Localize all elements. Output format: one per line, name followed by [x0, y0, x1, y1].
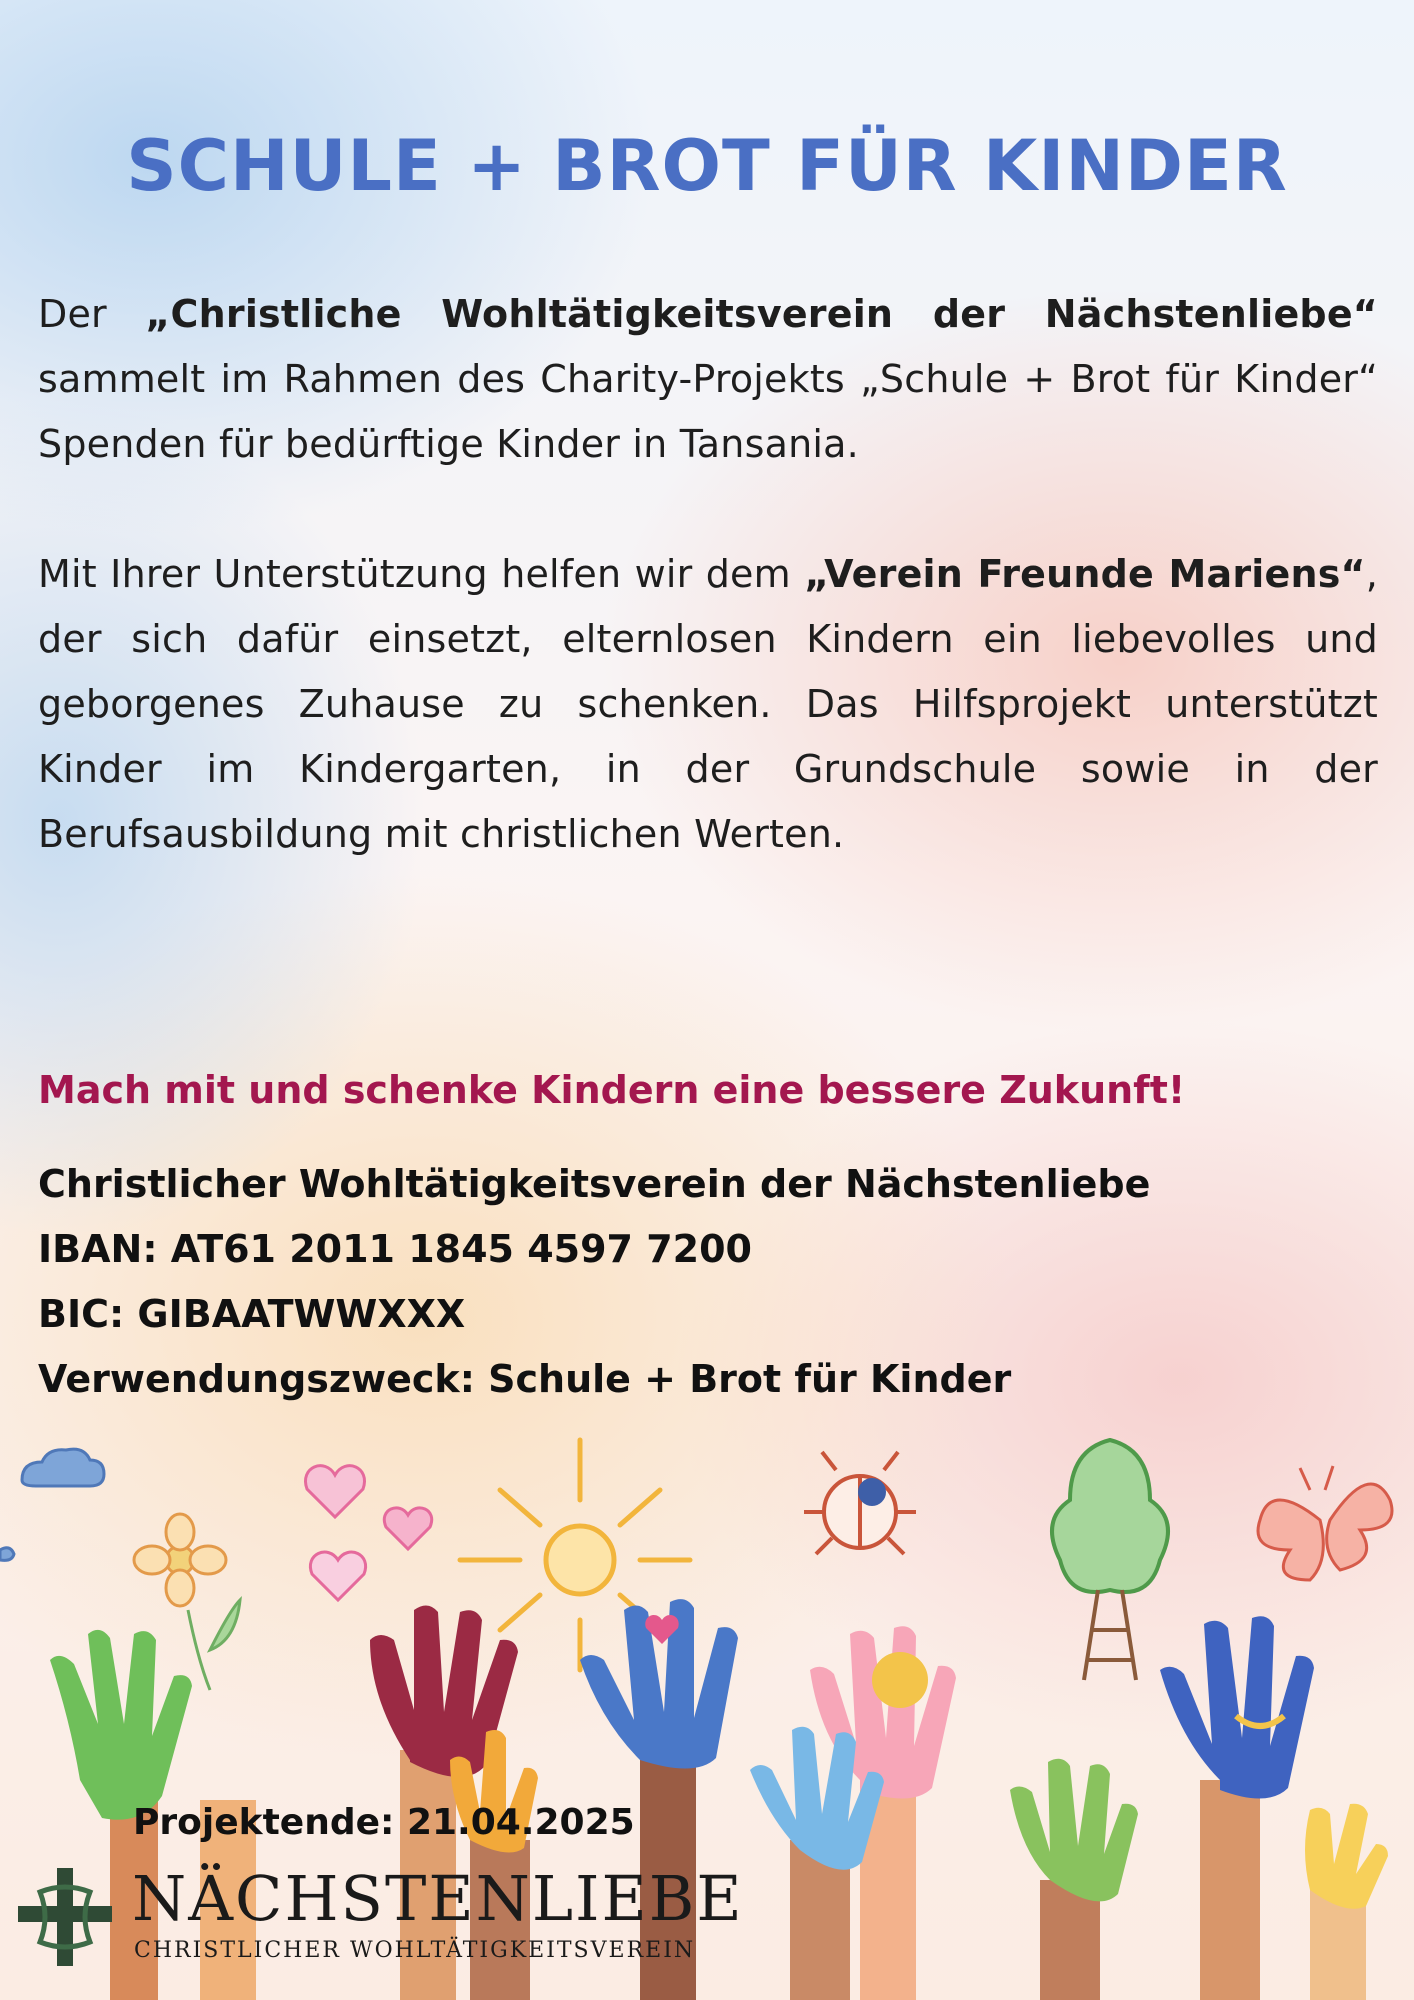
cross-logo-icon	[10, 1862, 120, 1972]
intro-text-end: sammelt im Rahmen des Charity-Projekts „Schule + Brot für Kinder“ Spenden für bedürftige Kinder in Tansania.	[38, 357, 1378, 466]
heart-icon	[305, 1466, 431, 1600]
intro-paragraph	[38, 282, 1378, 477]
bank-details	[38, 1152, 1150, 1412]
organization-logo	[10, 1862, 744, 1992]
project-paragraph	[38, 542, 1378, 867]
cloud-icon	[0, 1449, 104, 1560]
project-text-end: , der sich dafür einsetzt, elternlosen Kindern ein liebevolles und geborgenes Zuhause zu schenken. Das Hilfsprojekt unterstützt Kinder im Kindergarten, in der Grundschule sowie in der Berufsausbildung mit christlichen Werten.	[38, 552, 1378, 856]
page-title: SCHULE + BROT FÜR KINDER	[126, 125, 1288, 207]
call-to-action: Mach mit und schenke Kindern eine bessere Zukunft!	[38, 1068, 1186, 1112]
project-text-start: Mit Ihrer Unterstützung helfen wir dem	[38, 552, 805, 596]
bank-purpose: Verwendungszweck: Schule + Brot für Kinder	[38, 1357, 1012, 1401]
association-name: „Christliche Wohltätigkeitsverein der Nächstenliebe“	[145, 292, 1378, 336]
tree-icon	[1052, 1440, 1168, 1680]
logo-subtitle: CHRISTLICHER WOHLTÄTIGKEITSVEREIN	[134, 1938, 696, 1963]
bank-recipient: Christlicher Wohltätigkeitsverein der Nächstenliebe	[38, 1162, 1151, 1206]
ladybug-icon	[804, 1452, 916, 1554]
bank-bic: BIC: GIBAATWWXXX	[38, 1292, 466, 1336]
partner-name: „Verein Freunde Mariens“	[804, 552, 1366, 596]
butterfly-icon	[1258, 1466, 1392, 1580]
intro-text-start: Der	[38, 292, 146, 336]
logo-name: NÄCHSTENLIEBE	[132, 1862, 744, 1935]
bank-iban: IBAN: AT61 2011 1845 4597 7200	[38, 1227, 752, 1271]
project-end-date: Projektende: 21.04.2025	[133, 1802, 635, 1843]
